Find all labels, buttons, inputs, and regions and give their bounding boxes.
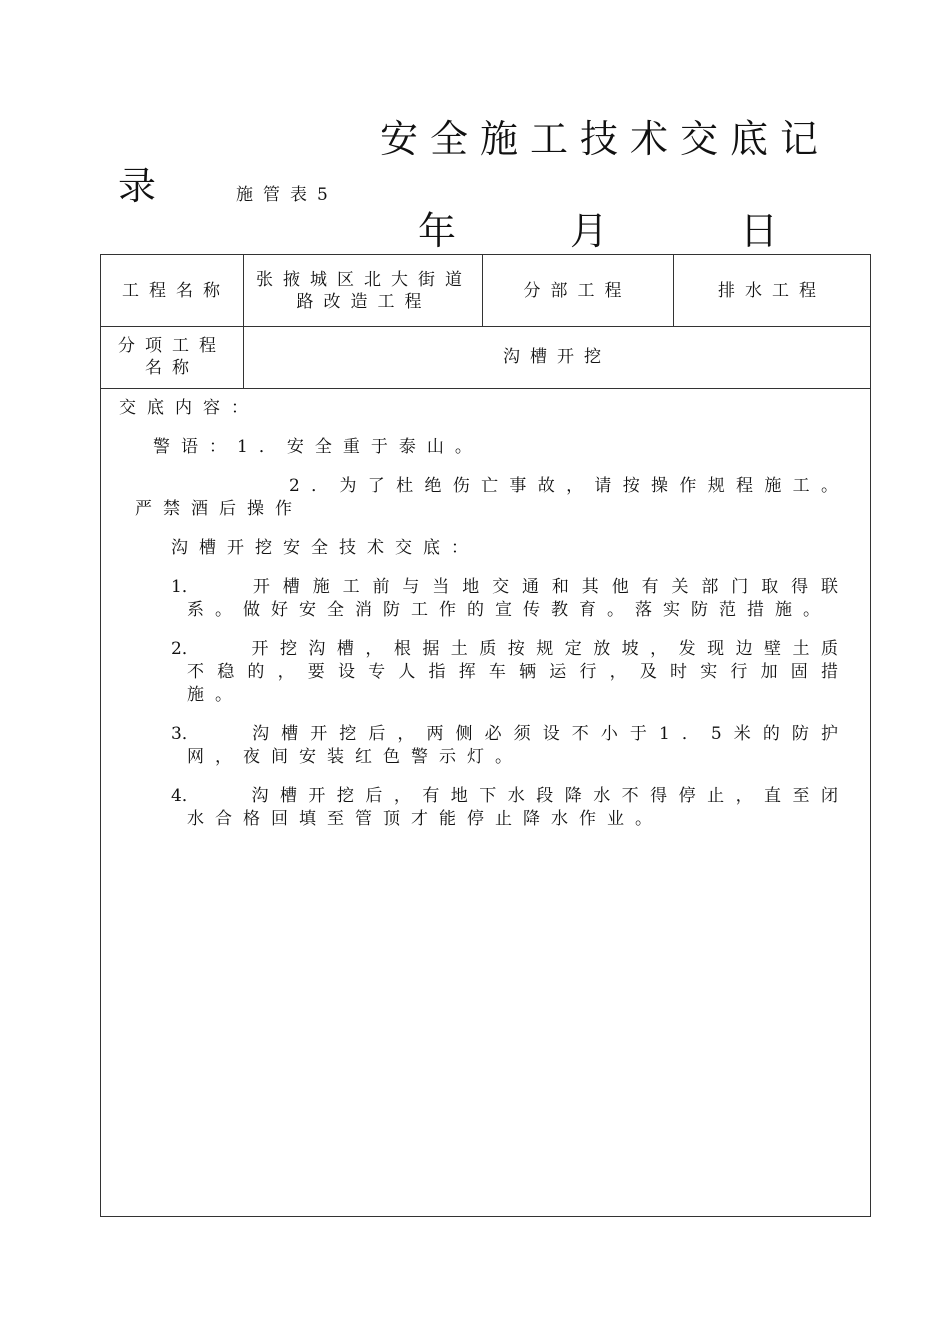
list-item-number: 4． (171, 786, 199, 806)
briefing-form-table (100, 254, 871, 1217)
list-item-text (171, 576, 849, 622)
form-code: 施管表5 (236, 185, 338, 205)
date-row (418, 206, 788, 256)
list-item-number: 2． (171, 639, 199, 659)
project-name-value: 张掖城区北大街道路改造工程 (256, 269, 472, 312)
warning-line-2: 2．为了杜绝伤亡事故，请按操作规程施工。严禁酒后操作 (135, 476, 849, 519)
division-label: 分部工程 (523, 280, 632, 301)
date-year-label: 年 (418, 209, 457, 253)
list-item-number: 1． (171, 577, 199, 597)
warning-line-1: 警语：1．安全重于泰山。 (153, 437, 483, 457)
date-month-label: 月 (570, 209, 609, 253)
date-day-label: 日 (740, 209, 779, 253)
list-item-text (171, 638, 849, 707)
content-subheading: 沟槽开挖安全技术交底： (171, 538, 479, 558)
list-item-body: 沟槽开挖后，有地下水段降水不得停止，直至闭水合格回填至管顶才能停止降水作业。 (187, 786, 849, 829)
project-name-label: 工程名称 (122, 280, 230, 301)
subitem-value: 沟槽开挖 (503, 347, 611, 367)
list-item (119, 785, 849, 831)
list-item-text (171, 785, 849, 831)
list-item (119, 638, 849, 707)
briefing-content (119, 397, 849, 847)
list-item-body: 开挖沟槽，根据土质按规定放坡，发现边壁土质不稳的，要设专人指挥车辆运行，及时实行加固措施。 (187, 639, 849, 705)
list-item-text (171, 723, 849, 769)
subitem-label: 分项工程名称 (118, 336, 226, 378)
division-value: 排水工程 (718, 280, 826, 301)
list-item-body: 沟槽开挖后，两侧必须设不小于1．5米的防护网，夜间安装红色警示灯。 (187, 724, 849, 767)
list-item-number: 3． (171, 724, 199, 744)
row-divider (101, 388, 870, 389)
list-item (119, 576, 849, 622)
list-item (119, 723, 849, 769)
content-heading: 交底内容： (119, 398, 259, 418)
document-title: 安全施工技术交底记 (380, 117, 831, 161)
document-title-continued: 录 (118, 164, 157, 208)
list-item-body: 开槽施工前与当地交通和其他有关部门取得联系。做好安全消防工作的宣传教育。落实防范措施。 (187, 577, 849, 620)
